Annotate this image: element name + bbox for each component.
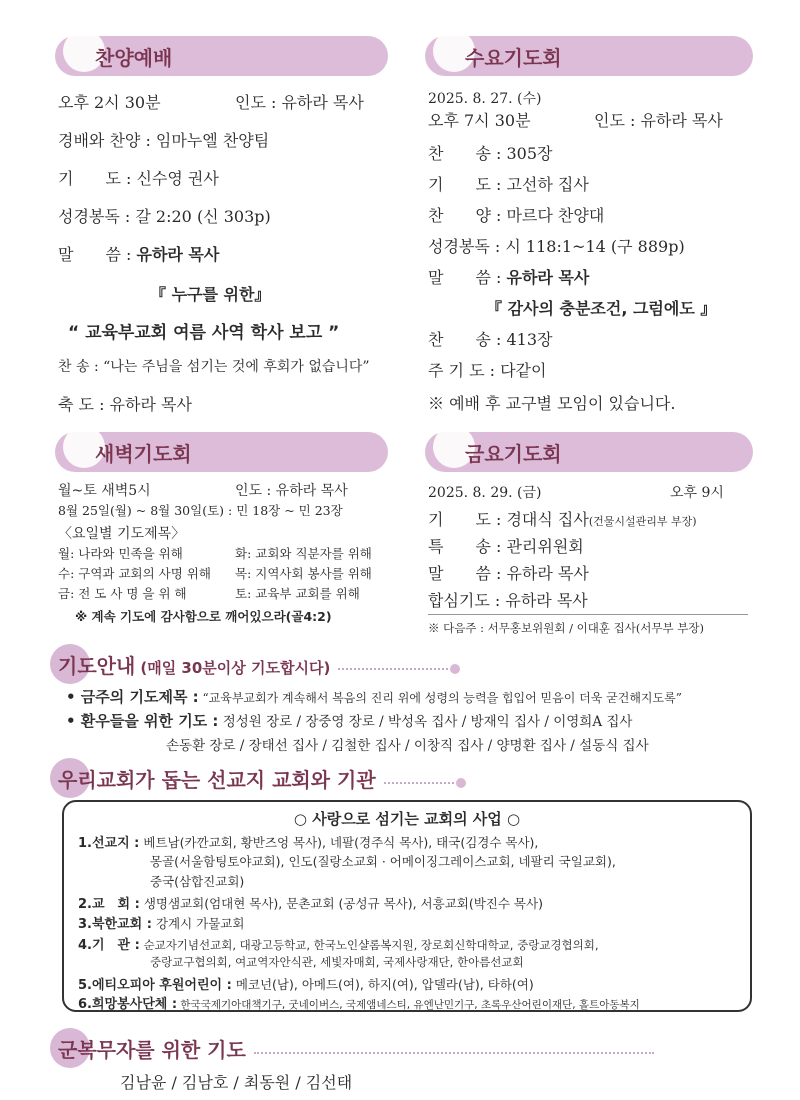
topic-wed: 수: 구역과 교회의 사명 위해 [58, 566, 211, 581]
sermon-title: 『 감사의 충분조건, 그럼에도 』 [486, 299, 717, 318]
notice: ※ 예배 후 교구별 모임이 있습니다. [428, 394, 676, 413]
hymn: 찬 송 : 305장 [428, 144, 553, 163]
section-title: 우리교회가 돕는 선교지 교회와 기관 [58, 768, 376, 792]
military-header [58, 1034, 654, 1063]
section-title: 수요기도회 [465, 46, 562, 70]
sermon: 말 씀 : 유하라 목사 [428, 564, 589, 583]
topic-mon: 월: 나라와 민족을 위해 [58, 546, 183, 561]
box-title: ○ 사랑으로 섬기는 교회의 사업 ○ [293, 810, 521, 828]
mission-item [78, 934, 599, 953]
mission-header [58, 764, 466, 793]
label: 5.에티오피아 후원어린이 : [78, 978, 232, 993]
role: (건물시설관리부 부장) [588, 515, 697, 528]
time: 오후 2시 30분 [58, 93, 161, 112]
topics-heading: 〈요일별 기도제목〉 [58, 526, 186, 542]
hymn: 찬 송 : “나는 주님을 섬기는 것에 후회가 없습니다” [58, 359, 370, 375]
label: 4.기 관 : [78, 938, 140, 953]
prayer-guide-header [58, 650, 460, 679]
mission-item [78, 913, 244, 932]
scripture: 성경봉독 : 갈 2:20 (신 303p) [58, 207, 271, 226]
value-2: 몽골(서울함팅토야교회), 인도(질랑소교회 · 어메이징그레이스교회, 네팔리 국일교회), [150, 854, 616, 869]
value: 생명샘교회(엄대현 목사), 문촌교회 (공성규 목사), 서흥교회(박진수 목사) [143, 896, 543, 911]
benediction: 축 도 : 유하라 목사 [58, 395, 192, 414]
leader: 인도 : 유하라 목사 [235, 483, 348, 499]
value-2: 중랑교구협의회, 여교역자안식관, 세빛자매회, 국제사랑재단, 한아름선교회 [150, 955, 524, 969]
value: 한국국제기아대책기구, 굿네이버스, 국제앰네스티, 유엔난민기구, 초록우산어린이재단, 홀트아동복지 [180, 999, 640, 1011]
section-subtitle: (매일 30분이상 기도합시다) [140, 659, 331, 677]
section-title: 기도안내 [58, 654, 136, 678]
praise: 경배와 찬양 : 임마누엘 찬양팀 [58, 131, 270, 150]
mission-box [62, 800, 752, 1012]
label: 말 씀 : [428, 268, 507, 287]
divider [428, 614, 748, 615]
label: 3.북한교회 : [78, 917, 152, 932]
choir: 찬 양 : 마르다 찬양대 [428, 206, 605, 225]
mission-item [78, 893, 543, 912]
names-2: 손동환 장로 / 장태선 집사 / 김철한 집사 / 이창직 집사 / 양명환 집사 / 설동식 집사 [166, 738, 649, 754]
next-week: ※ 다음주 : 서무홍보위원회 / 이대훈 집사(서무부 부장) [428, 621, 704, 635]
value: 순교자기념선교회, 대광고등학교, 한국노인샬롬복지원, 장로회신학대학교, 중랑교경협의회, [143, 938, 599, 952]
value-3: 중국(삼합진교회) [150, 874, 245, 889]
hymn2: 찬 송 : 413장 [428, 330, 553, 349]
topic: “교육부교회가 계속해서 복음의 진리 위에 성령의 능력을 힙입어 믿음이 더욱 굳건해지도록” [202, 691, 682, 705]
leader: 인도 : 유하라 목사 [235, 93, 364, 112]
military-names: 김남윤 / 김남호 / 최동원 / 김선태 [120, 1073, 353, 1092]
special-song: 특 송 : 관리위원회 [428, 537, 584, 556]
sermon-title: 『 누구를 위한』 [150, 285, 271, 304]
section-title: 찬양예배 [95, 46, 173, 70]
leader: 인도 : 유하라 목사 [594, 111, 723, 130]
label: 기 도 : 경대식 집사 [428, 510, 589, 529]
friday-banner [425, 432, 753, 472]
label: 2.교 회 : [78, 897, 140, 912]
value: 베트남(카깐교회, 황반즈엉 목사), 네팔(경주식 목사), 태국(김경수 목사), [143, 835, 539, 850]
weekly-topic [66, 686, 682, 707]
mission-item [78, 974, 534, 993]
scripture: 성경봉독 : 시 118:1~14 (구 889p) [428, 237, 685, 256]
prayer: 기 도 : 고선하 집사 [428, 175, 589, 194]
date: 2025. 8. 27. (수) [428, 91, 542, 107]
prayer [428, 507, 697, 530]
topic-sat: 토: 교육부 교회를 위해 [235, 586, 360, 601]
value: 메코넌(남), 아메드(여), 하지(여), 압델라(남), 타하(여) [235, 977, 534, 992]
section-title: 새벽기도회 [95, 442, 192, 466]
time: 월~토 새벽5시 [58, 483, 151, 499]
mission-item [78, 993, 640, 1012]
sermon-label [58, 242, 219, 265]
lords-prayer: 주 기 도 : 다같이 [428, 361, 547, 380]
date: 2025. 8. 29. (금) [428, 485, 542, 501]
worship-banner [55, 36, 388, 76]
section-title: 군복무자를 위한 기도 [58, 1038, 246, 1062]
label: 말 씀 : [58, 245, 137, 264]
label: • 금주의 기도제목 : [66, 688, 199, 706]
label: 6.희망봉사단체 : [78, 997, 178, 1012]
wednesday-banner [425, 36, 753, 76]
reading: 8월 25일(월) ~ 8월 30일(토) : 민 18장 ~ 민 23장 [58, 503, 343, 518]
sermon-subtitle: “ 교육부교회 여름 사역 학사 보고 ” [68, 323, 340, 343]
sick-prayer [66, 710, 632, 731]
value: 강계시 가물교회 [155, 916, 245, 931]
dawn-banner [55, 432, 388, 472]
time: 오후 7시 30분 [428, 111, 531, 130]
group-prayer: 합심기도 : 유하라 목사 [428, 591, 588, 610]
preacher: 유하라 목사 [136, 245, 220, 264]
preacher: 유하라 목사 [506, 268, 590, 287]
names: 정성원 장로 / 장중영 장로 / 박성옥 집사 / 방재익 집사 / 이영희A 집사 [222, 714, 633, 730]
sermon [428, 265, 589, 288]
topic-thu: 목: 지역사회 봉사를 위해 [235, 566, 372, 581]
verse: ※ 계속 기도에 감사함으로 깨어있으라(골4:2) [75, 609, 332, 624]
time: 오후 9시 [670, 485, 724, 501]
topic-tue: 화: 교회와 직분자를 위해 [235, 546, 372, 561]
label: • 환우들을 위한 기도 : [66, 712, 219, 730]
topic-fri: 금: 전 도 사 명 을 위 해 [58, 586, 187, 601]
mission-item [78, 832, 538, 851]
label: 1.선교지 : [78, 836, 140, 851]
section-title: 금요기도회 [465, 442, 562, 466]
prayer: 기 도 : 신수영 권사 [58, 169, 219, 188]
